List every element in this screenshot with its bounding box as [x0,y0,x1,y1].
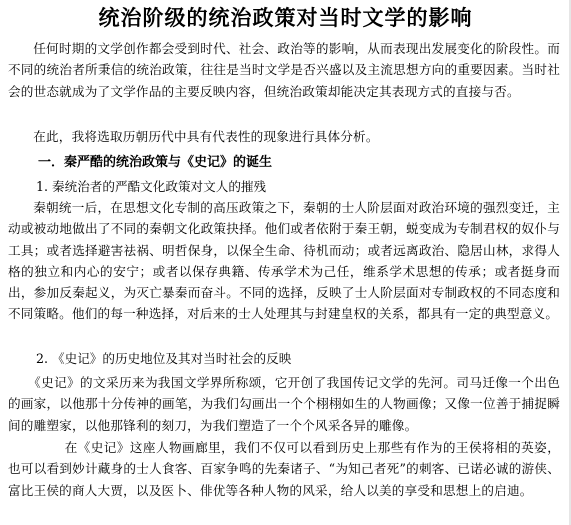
section-heading: 一．秦严酷的统治政策与《史记》的诞生 [38,155,273,170]
subsection-body: 秦朝统一后，在思想文化专制的高压政策之下，秦朝的士人阶层面对政治环境的强烈变迁，主动或被动地做出了不同的秦朝文化政策抉择。他们或者依附于秦王朝，蜕变成为专制君权的奴仆与工具；或者选择避害祛祸、明哲保身，以保全生命、待机而动；或者远离政治、隐居山林，求得人格的独立和内心的安宁；或者以保存典籍、传承学术为己任，维系学术思想的传承；或者挺身而出，参加反秦起义，为灭亡暴秦而奋斗。不同的选择，反映了士人阶层面对专制政权的不同态度和不同策略。他们的每一种选择，对后来的士人处理其与封建皇权的关系，都具有一定的典型意义。 [8,200,560,322]
subsection-body-3: 在《史记》这座人物画廊里，我们不仅可以看到历史上那些有作为的王侯将相的英姿，也可以看到妙计藏身的士人食客、百家争鸣的先秦诸子、“为知己者死”的刺客、已诺必诚的游侠、富比王侯的商人大贾，以及医卜、俳优等各种人物的风采，给人以美的享受和思想上的启迪。 [8,440,560,498]
subsection-heading-2: 2. 《史记》的历史地位及其对当时社会的反映 [36,351,292,366]
intro-paragraph: 任何时期的文学创作都会受到时代、社会、政治等的影响，从而表现出发展变化的阶段性。而不同的统治者所秉信的统治政策，往往是当时文学是否兴盛以及主流思想方向的重要因素。当时社会的世态就成为了文学作品的主要反映内容，但统治政策却能决定其表现方式的直接与否。 [8,41,560,99]
subsection-heading: 1. 秦统治者的严酷文化政策对文人的摧残 [36,179,267,194]
subsection-body-2: 《史记》的文采历来为我国文学界所称颂，它开创了我国传记文学的先河。司马迁像一个出色的画家，以他那十分传神的画笔，为我们勾画出一个个栩栩如生的人物画像；又像一位善于捕捉瞬间的雕塑家，以他那锋利的刻刀，为我们塑造了一个个风采各异的雕像。 [8,375,560,433]
document-title: 统治阶级的统治政策对当时文学的影响 [98,6,473,30]
intro-paragraph-2: 在此，我将选取历朝历代中具有代表性的现象进行具体分析。 [33,129,379,144]
